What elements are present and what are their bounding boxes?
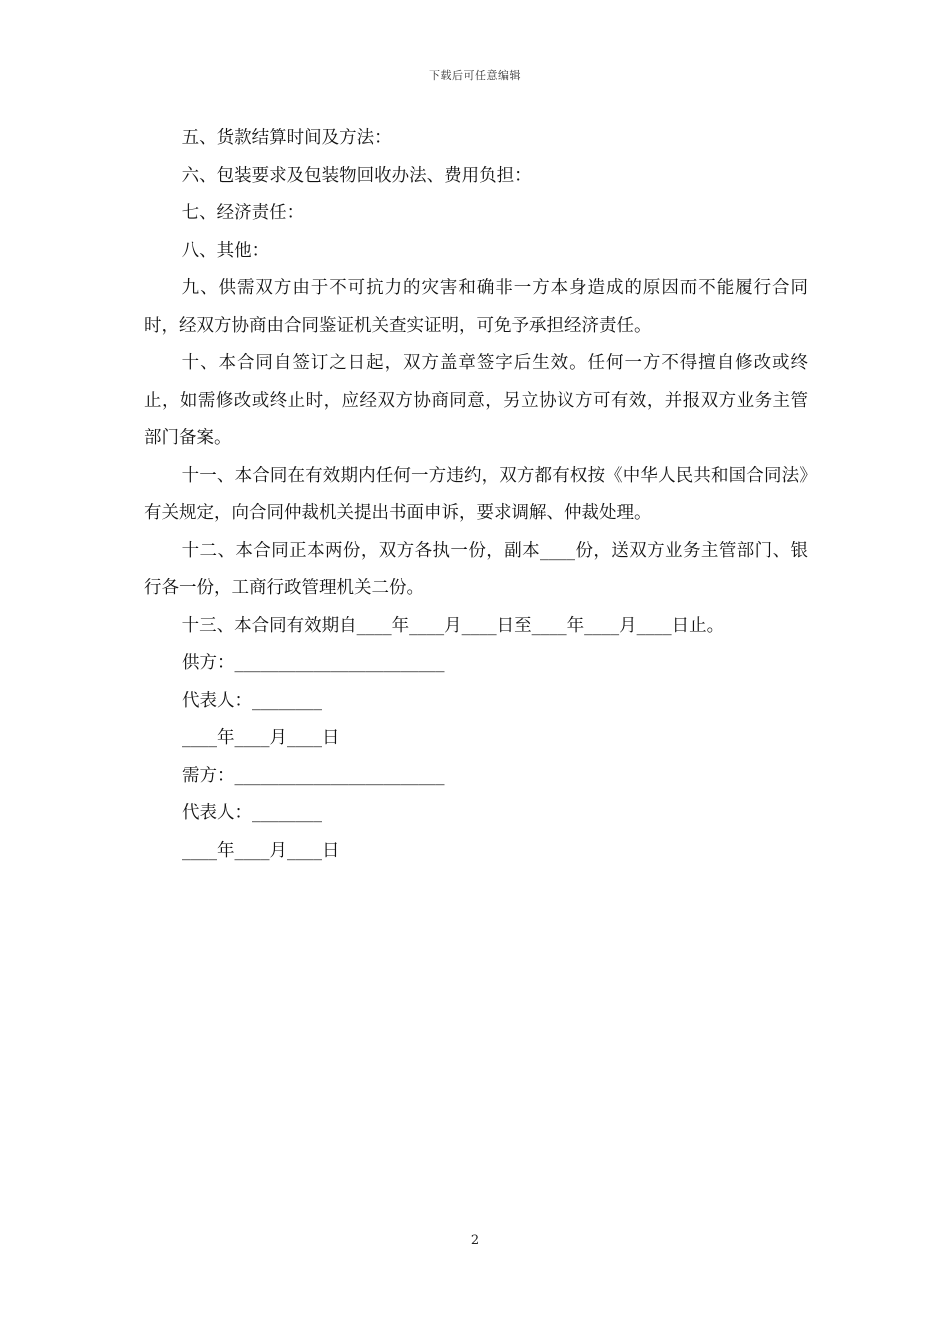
clause-6: 六、包装要求及包装物回收办法、费用负担：: [181, 165, 532, 186]
page-header: 下载后可任意编辑: [429, 69, 521, 82]
clause-8: 八、其他：: [181, 240, 270, 261]
clause-5: 五、货款结算时间及方法：: [181, 128, 392, 148]
buyer-date-line: ____年____月____日: [182, 840, 340, 861]
supplier-line: 供方：________________________: [182, 653, 445, 673]
clause-9: 九、供需双方由于不可抗力的灾害和确非一方本身造成的原因而不能履行合同时，经双方协商由合同鉴证机关查实证明，可免予承担经济责任。: [144, 278, 808, 336]
supplier-representative-line: 代表人：________: [182, 690, 322, 711]
buyer-representative-line: 代表人：________: [182, 803, 322, 823]
supplier-date-line: ____年____月____日: [182, 728, 340, 748]
clause-7: 七、经济责任：: [181, 203, 305, 223]
contract-body: [144, 120, 808, 870]
page-number: 2: [470, 1233, 480, 1248]
buyer-line: 需方：________________________: [182, 765, 445, 786]
clause-13: 十三、本合同有效期自____年____月____日至____年____月____日止。: [181, 615, 725, 636]
clause-12: 十二、本合同正本两份，双方各执一份，副本____份，送双方业务主管部门、银行各一份，工商行政管理机关二份。: [144, 540, 808, 598]
clause-11: 十一、本合同在有效期内任何一方违约，双方都有权按《中华人民共和国合同法》有关规定，向合同仲裁机关提出书面申诉，要求调解、仲裁处理。: [144, 465, 808, 523]
clause-10: 十、本合同自签订之日起，双方盖章签字后生效。任何一方不得擅自修改或终止，如需修改或终止时，应经双方协商同意，另立协议方可有效，并报双方业务主管部门备案。: [144, 353, 808, 448]
